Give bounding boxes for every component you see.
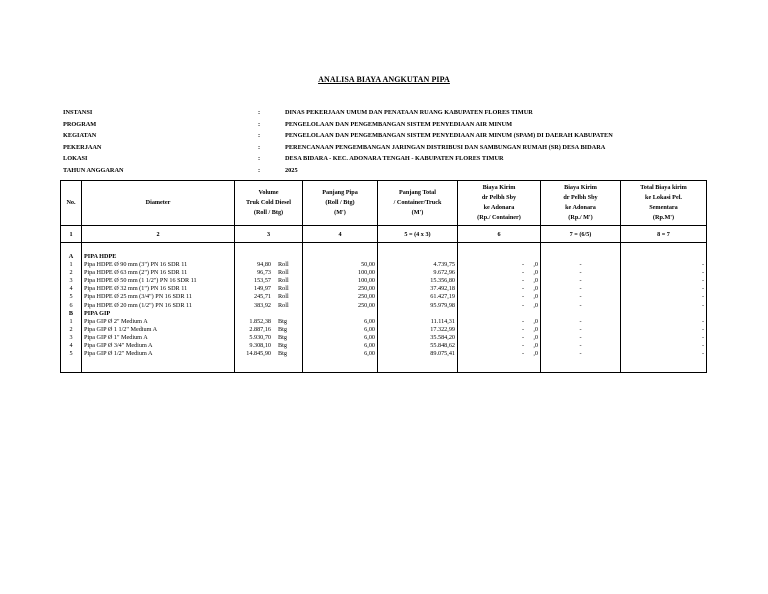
- empty-cell: [541, 358, 621, 373]
- row-panjang-total: 89.075,41: [378, 350, 458, 358]
- row-volume: 245,71: [253, 293, 271, 301]
- empty-cell: [458, 310, 541, 318]
- row-description: Pipa HDPE Ø 90 mm (3") PN 16 SDR 11: [82, 261, 235, 269]
- row-volume: 5.930,70: [249, 333, 271, 341]
- row-total-biaya: -: [621, 269, 707, 277]
- info-row-lokasi: [63, 153, 613, 165]
- row-biaya-meter: -: [541, 326, 621, 334]
- info-colon: :: [258, 143, 261, 151]
- column-number: 3: [235, 226, 303, 243]
- row-unit: Btg: [278, 317, 287, 325]
- column-number: 7 = (6/5): [541, 226, 621, 243]
- header-total-biaya: [621, 181, 707, 226]
- header-line: (M'): [411, 209, 424, 216]
- column-number: 8 = 7: [621, 226, 707, 243]
- info-row-instansi: [63, 107, 613, 119]
- row-description: Pipa GIP Ø 2" Medium A: [82, 318, 235, 326]
- empty-cell: [378, 253, 458, 261]
- empty-cell: [458, 253, 541, 261]
- row-number: 1: [61, 261, 82, 269]
- row-biaya-dash: -: [521, 293, 524, 301]
- row-volume-cell: [235, 334, 303, 342]
- column-number: 6: [458, 226, 541, 243]
- row-volume-cell: [235, 285, 303, 293]
- row-biaya-zero: ,0: [533, 325, 538, 333]
- column-number: 2: [82, 226, 235, 243]
- info-key: LOKASI: [63, 155, 88, 163]
- info-row-kegiatan: [63, 130, 613, 142]
- info-colon: :: [258, 120, 261, 128]
- row-volume: 383,92: [253, 301, 271, 309]
- section-name: PIPA GIP: [82, 310, 235, 318]
- biaya-wrap: [460, 269, 538, 277]
- row-total-biaya: -: [621, 261, 707, 269]
- row-volume-cell: [235, 293, 303, 301]
- row-volume-cell: [235, 342, 303, 350]
- empty-cell: [303, 310, 378, 318]
- biaya-wrap: [460, 285, 538, 293]
- info-value: 2025: [285, 166, 298, 174]
- row-total-biaya: -: [621, 277, 707, 285]
- biaya-wrap: [460, 326, 538, 334]
- row-biaya-zero: ,0: [533, 261, 538, 269]
- row-biaya-dash: -: [521, 325, 524, 333]
- row-volume: 9.308,10: [249, 342, 271, 350]
- column-number: 4: [303, 226, 378, 243]
- row-volume: 96,73: [257, 269, 271, 277]
- volume-wrap: [237, 285, 300, 293]
- header-line: dr Pelbh Sby: [481, 194, 517, 201]
- empty-cell: [235, 358, 303, 373]
- row-biaya-meter: -: [541, 318, 621, 326]
- row-unit: Roll: [278, 285, 289, 293]
- header-line: dr Pelbh Sby: [563, 194, 598, 201]
- row-biaya-dash: -: [521, 317, 524, 325]
- table-row: [61, 342, 707, 350]
- row-volume: 2.887,16: [249, 325, 271, 333]
- table-row: [61, 326, 707, 334]
- info-key: TAHUN ANGGARAN: [63, 166, 124, 174]
- section-row: [61, 310, 707, 318]
- header-line: (Rp./ Container): [477, 214, 521, 221]
- row-biaya-dash: -: [521, 333, 524, 341]
- row-unit: Roll: [278, 301, 289, 309]
- info-key: KEGIATAN: [63, 132, 97, 140]
- empty-cell: [82, 358, 235, 373]
- row-biaya-zero: ,0: [533, 317, 538, 325]
- row-number: 6: [61, 302, 82, 310]
- row-volume-cell: [235, 318, 303, 326]
- header-line: Sementara: [649, 204, 678, 211]
- column-number: 5 = (4 x 3): [378, 226, 458, 243]
- row-biaya-container-cell: [458, 318, 541, 326]
- table-row: [61, 293, 707, 301]
- row-total-biaya: -: [621, 302, 707, 310]
- row-panjang-pipa: 100,00: [303, 277, 378, 285]
- document-title: ANALISA BIAYA ANGKUTAN PIPA: [318, 75, 450, 84]
- row-biaya-meter: -: [541, 277, 621, 285]
- row-biaya-zero: ,0: [533, 293, 538, 301]
- row-description: Pipa GIP Ø 1" Medium A: [82, 334, 235, 342]
- header-panjang-pipa: [303, 181, 378, 226]
- column-number: 1: [61, 226, 82, 243]
- row-panjang-pipa: 6,00: [303, 334, 378, 342]
- section-code: A: [61, 253, 82, 261]
- empty-cell: [621, 310, 707, 318]
- row-total-biaya: -: [621, 350, 707, 358]
- empty-cell: [61, 358, 82, 373]
- row-description: Pipa GIP Ø 3/4" Medium A: [82, 342, 235, 350]
- row-panjang-total: 9.672,96: [378, 269, 458, 277]
- empty-cell: [621, 358, 707, 373]
- header-volume: [235, 181, 303, 226]
- info-colon: :: [258, 132, 261, 140]
- volume-wrap: [237, 293, 300, 301]
- row-biaya-container-cell: [458, 285, 541, 293]
- row-total-biaya: -: [621, 334, 707, 342]
- row-number: 5: [61, 293, 82, 301]
- row-biaya-dash: -: [521, 277, 524, 285]
- row-unit: Roll: [278, 261, 289, 269]
- header-no: No.: [61, 181, 82, 226]
- row-biaya-container-cell: [458, 350, 541, 358]
- row-biaya-dash: -: [521, 269, 524, 277]
- row-volume-cell: [235, 302, 303, 310]
- header-panjang-total: [378, 181, 458, 226]
- row-unit: Btg: [278, 325, 287, 333]
- row-volume-cell: [235, 326, 303, 334]
- empty-cell: [303, 253, 378, 261]
- header-line: ke Adonara: [565, 204, 596, 211]
- biaya-wrap: [460, 277, 538, 285]
- row-biaya-meter: -: [541, 342, 621, 350]
- row-number: 1: [61, 318, 82, 326]
- info-value: DINAS PEKERJAAN UMUM DAN PENATAAN RUANG KABUPATEN FLORES TIMUR: [285, 109, 533, 116]
- row-description: Pipa HDPE Ø 32 mm (1") PN 16 SDR 11: [82, 285, 235, 293]
- row-panjang-pipa: 6,00: [303, 326, 378, 334]
- row-biaya-dash: -: [521, 301, 524, 309]
- row-number: 4: [61, 285, 82, 293]
- empty-cell: [541, 253, 621, 261]
- row-panjang-total: 37.492,18: [378, 285, 458, 293]
- biaya-wrap: [460, 350, 538, 358]
- table-row: [61, 269, 707, 277]
- empty-cell: [378, 358, 458, 373]
- row-biaya-meter: -: [541, 302, 621, 310]
- row-unit: Btg: [278, 350, 287, 358]
- row-biaya-zero: ,0: [533, 269, 538, 277]
- volume-wrap: [237, 334, 300, 342]
- table-row: [61, 302, 707, 310]
- info-value: DESA BIDARA - KEC. ADONARA TENGAH - KABUPATEN FLORES TIMUR: [285, 155, 504, 163]
- row-biaya-dash: -: [521, 285, 524, 293]
- volume-wrap: [237, 350, 300, 358]
- info-colon: :: [258, 109, 261, 116]
- row-volume: 149,97: [253, 285, 271, 293]
- header-line: Biaya Kirim: [564, 184, 597, 191]
- header-line: (M'): [334, 209, 346, 216]
- project-info: [63, 107, 613, 177]
- biaya-wrap: [460, 261, 538, 269]
- row-unit: Btg: [278, 333, 287, 341]
- volume-wrap: [237, 261, 300, 269]
- header-line: Biaya Kirim: [482, 184, 516, 191]
- row-biaya-container-cell: [458, 261, 541, 269]
- row-unit: Roll: [278, 293, 289, 301]
- row-volume-cell: [235, 277, 303, 285]
- row-panjang-total: 15.356,80: [378, 277, 458, 285]
- biaya-wrap: [460, 334, 538, 342]
- empty-cell: [235, 253, 303, 261]
- row-panjang-total: 11.114,31: [378, 318, 458, 326]
- biaya-wrap: [460, 302, 538, 310]
- column-number-row: [61, 226, 707, 243]
- info-row-program: [63, 119, 613, 131]
- header-line: ke Adonara: [483, 204, 515, 211]
- biaya-wrap: [460, 293, 538, 301]
- row-panjang-total: 61.427,19: [378, 293, 458, 301]
- info-value: PENGELOLAAN DAN PENGEMBANGAN SISTEM PENYEDIAAN AIR MINUM: [285, 120, 513, 128]
- header-line: (Rp.M'): [652, 214, 675, 221]
- row-unit: Btg: [278, 342, 287, 350]
- row-biaya-container-cell: [458, 293, 541, 301]
- row-description: Pipa HDPE Ø 25 mm (3/4") PN 16 SDR 11: [82, 293, 235, 301]
- info-value: PERENCANAAN PENGEMBANGAN JARINGAN DISTRIBUSI DAN SAMBUNGAN RUMAH (SR) DESA BIDARA: [285, 143, 606, 151]
- section-name: PIPA HDPE: [82, 253, 235, 261]
- header-diameter: Diameter: [82, 181, 235, 226]
- row-volume-cell: [235, 350, 303, 358]
- row-biaya-container-cell: [458, 326, 541, 334]
- row-panjang-pipa: 6,00: [303, 342, 378, 350]
- row-biaya-container-cell: [458, 302, 541, 310]
- header-line: ke Lokasi Pel.: [645, 194, 682, 201]
- header-line: (Roll / Btg): [325, 199, 355, 206]
- row-biaya-meter: -: [541, 350, 621, 358]
- row-total-biaya: -: [621, 342, 707, 350]
- row-panjang-pipa: 50,00: [303, 261, 378, 269]
- info-row-tahun-anggaran: [63, 165, 613, 177]
- row-total-biaya: -: [621, 293, 707, 301]
- row-panjang-pipa: 250,00: [303, 293, 378, 301]
- row-biaya-meter: -: [541, 261, 621, 269]
- info-colon: :: [258, 166, 261, 174]
- row-biaya-container-cell: [458, 334, 541, 342]
- row-biaya-dash: -: [521, 350, 524, 358]
- row-panjang-total: 55.848,62: [378, 342, 458, 350]
- row-panjang-pipa: 250,00: [303, 285, 378, 293]
- section-code: B: [61, 310, 82, 318]
- row-panjang-pipa: 100,00: [303, 269, 378, 277]
- info-key: PEKERJAAN: [63, 143, 102, 151]
- row-panjang-pipa: 6,00: [303, 318, 378, 326]
- table-row: [61, 318, 707, 326]
- row-biaya-meter: -: [541, 285, 621, 293]
- row-volume: 153,57: [253, 277, 271, 285]
- row-panjang-pipa: 250,00: [303, 302, 378, 310]
- row-biaya-zero: ,0: [533, 342, 538, 350]
- row-description: Pipa HDPE Ø 63 mm (2") PN 16 SDR 11: [82, 269, 235, 277]
- row-unit: Roll: [278, 277, 289, 285]
- row-biaya-meter: -: [541, 269, 621, 277]
- empty-cell: [541, 310, 621, 318]
- volume-wrap: [237, 342, 300, 350]
- row-panjang-total: 17.322,99: [378, 326, 458, 334]
- info-key: INSTANSI: [63, 109, 93, 116]
- table-row: [61, 350, 707, 358]
- volume-wrap: [237, 269, 300, 277]
- table-row: [61, 285, 707, 293]
- row-panjang-total: 4.739,75: [378, 261, 458, 269]
- row-unit: Roll: [278, 269, 289, 277]
- table-row: [61, 277, 707, 285]
- row-total-biaya: -: [621, 326, 707, 334]
- row-number: 2: [61, 269, 82, 277]
- header-line: Total Biaya kirim: [640, 184, 687, 191]
- biaya-wrap: [460, 342, 538, 350]
- header-line: Panjang Pipa: [322, 189, 358, 196]
- row-description: Pipa HDPE Ø 50 mm (1 1/2") PN 16 SDR 11: [82, 277, 235, 285]
- volume-wrap: [237, 277, 300, 285]
- row-biaya-dash: -: [521, 342, 524, 350]
- row-biaya-container-cell: [458, 342, 541, 350]
- header-row: [61, 181, 707, 226]
- row-biaya-meter: -: [541, 334, 621, 342]
- table-row: [61, 261, 707, 269]
- row-panjang-total: 95.979,98: [378, 302, 458, 310]
- row-biaya-zero: ,0: [533, 350, 538, 358]
- info-colon: :: [258, 155, 261, 163]
- row-number: 4: [61, 342, 82, 350]
- row-number: 3: [61, 277, 82, 285]
- row-biaya-meter: -: [541, 293, 621, 301]
- row-biaya-zero: ,0: [533, 301, 538, 309]
- empty-cell: [378, 310, 458, 318]
- row-number: 5: [61, 350, 82, 358]
- row-panjang-pipa: 6,00: [303, 350, 378, 358]
- volume-wrap: [237, 318, 300, 326]
- info-key: PROGRAM: [63, 120, 97, 128]
- header-line: Truk Cold Diesel: [246, 199, 291, 206]
- header-line: Volume: [258, 189, 279, 196]
- table-bottom-spacer: [61, 358, 707, 373]
- volume-wrap: [237, 302, 300, 310]
- header-line: (Rp./ M'): [568, 214, 593, 221]
- header-biaya-kirim-meter: [541, 181, 621, 226]
- table-row: [61, 334, 707, 342]
- pipe-transport-cost-table: [60, 180, 707, 373]
- row-biaya-zero: ,0: [533, 285, 538, 293]
- row-biaya-container-cell: [458, 269, 541, 277]
- row-panjang-total: 35.584,20: [378, 334, 458, 342]
- row-total-biaya: -: [621, 285, 707, 293]
- empty-cell: [303, 358, 378, 373]
- row-description: Pipa GIP Ø 1/2" Medium A: [82, 350, 235, 358]
- row-volume: 14.845,90: [246, 350, 271, 358]
- row-total-biaya: -: [621, 318, 707, 326]
- empty-cell: [235, 310, 303, 318]
- row-volume: 1.852,38: [249, 317, 271, 325]
- biaya-wrap: [460, 318, 538, 326]
- row-description: Pipa GIP Ø 1 1/2" Medium A: [82, 326, 235, 334]
- empty-cell: [458, 358, 541, 373]
- spacer-row: [61, 243, 707, 254]
- row-number: 2: [61, 326, 82, 334]
- row-description: Pipa HDPE Ø 20 mm (1/2") PN 16 SDR 11: [82, 302, 235, 310]
- row-volume: 94,80: [257, 261, 271, 269]
- info-row-pekerjaan: [63, 142, 613, 154]
- row-biaya-zero: ,0: [533, 277, 538, 285]
- section-row: [61, 253, 707, 261]
- row-biaya-container-cell: [458, 277, 541, 285]
- volume-wrap: [237, 326, 300, 334]
- empty-cell: [621, 253, 707, 261]
- header-line: Panjang Total: [399, 189, 436, 196]
- row-volume-cell: [235, 261, 303, 269]
- row-biaya-dash: -: [521, 261, 524, 269]
- header-biaya-kirim-container: [458, 181, 541, 226]
- info-value: PENGELOLAAN DAN PENGEMBANGAN SISTEM PENYEDIAAN AIR MINUM (SPAM) DI DAERAH KABUPATEN: [285, 132, 613, 140]
- header-line: (Roll / Btg): [253, 209, 284, 216]
- row-volume-cell: [235, 269, 303, 277]
- row-biaya-zero: ,0: [533, 333, 538, 341]
- row-number: 3: [61, 334, 82, 342]
- header-line: / Container/Truck: [393, 199, 442, 206]
